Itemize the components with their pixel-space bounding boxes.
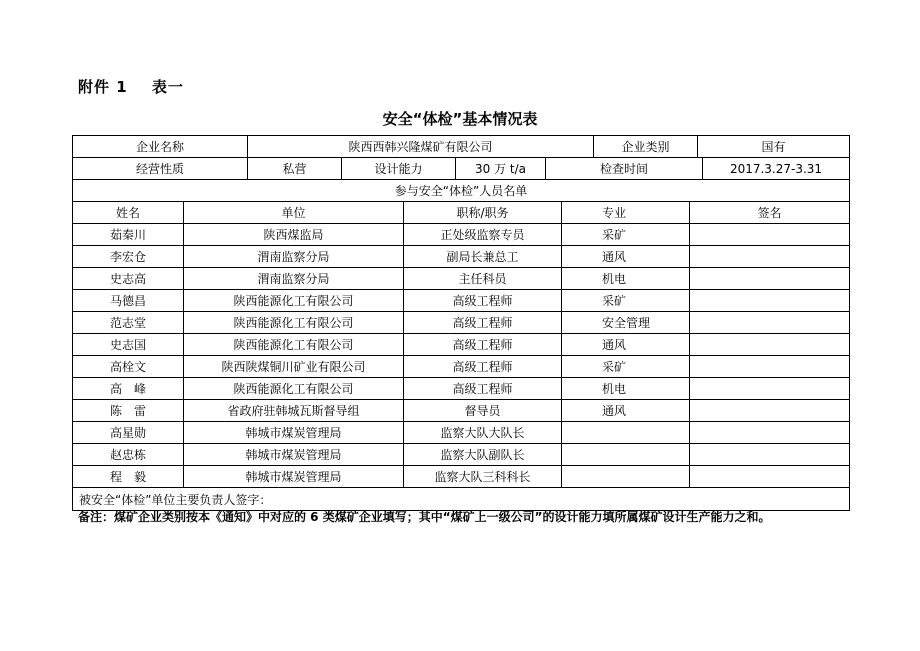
person-name: 高 峰 xyxy=(73,378,184,399)
table-row xyxy=(73,378,849,400)
person-specialty: 采矿 xyxy=(562,224,690,245)
person-title: 正处级监察专员 xyxy=(404,224,562,245)
personnel-section-title: 参与安全“体检”人员名单 xyxy=(394,184,528,198)
person-specialty xyxy=(562,422,690,443)
person-specialty: 机电 xyxy=(562,268,690,289)
person-unit: 省政府驻韩城瓦斯督导组 xyxy=(184,400,404,421)
column-header-signature: 签名 xyxy=(757,206,782,220)
table-row xyxy=(73,444,849,466)
personnel-header-row xyxy=(73,202,849,224)
person-title: 监察大队大队长 xyxy=(404,422,562,443)
person-specialty: 通风 xyxy=(562,334,690,355)
signature-row xyxy=(73,488,849,510)
person-specialty xyxy=(562,444,690,465)
design-capacity-value: 30 万 t/a xyxy=(456,158,546,179)
column-header-specialty: 专业 xyxy=(562,202,690,223)
person-signature xyxy=(690,356,849,377)
person-specialty: 安全管理 xyxy=(562,312,690,333)
person-unit: 渭南监察分局 xyxy=(184,246,404,267)
table-number: 表一 xyxy=(151,78,184,96)
table-row xyxy=(73,334,849,356)
person-title: 副局长兼总工 xyxy=(404,246,562,267)
business-nature-label: 经营性质 xyxy=(73,158,248,179)
person-name: 陈 雷 xyxy=(73,400,184,421)
person-name: 马德昌 xyxy=(73,290,184,311)
person-title: 监察大队副队长 xyxy=(404,444,562,465)
person-signature xyxy=(690,290,849,311)
table-row xyxy=(73,400,849,422)
section-title-row xyxy=(73,180,849,202)
page-title: 安全“体检”基本情况表 xyxy=(382,110,538,128)
person-title: 高级工程师 xyxy=(404,334,562,355)
person-title: 监察大队三科科长 xyxy=(404,466,562,487)
person-signature xyxy=(690,268,849,289)
attachment-label: 附件 1 xyxy=(78,78,128,96)
table-row xyxy=(73,466,849,488)
person-name: 高栓文 xyxy=(73,356,184,377)
design-capacity-label: 设计能力 xyxy=(342,158,456,179)
person-name: 程 毅 xyxy=(73,466,184,487)
person-unit: 韩城市煤炭管理局 xyxy=(184,444,404,465)
person-signature xyxy=(690,378,849,399)
person-name: 高星勋 xyxy=(73,422,184,443)
company-category-label: 企业类别 xyxy=(594,136,698,157)
table-row xyxy=(73,224,849,246)
person-title: 高级工程师 xyxy=(404,378,562,399)
table-row xyxy=(73,356,849,378)
person-unit: 韩城市煤炭管理局 xyxy=(184,466,404,487)
person-specialty: 采矿 xyxy=(562,356,690,377)
person-title: 高级工程师 xyxy=(404,356,562,377)
person-title: 督导员 xyxy=(404,400,562,421)
person-unit: 渭南监察分局 xyxy=(184,268,404,289)
column-header-title: 职称/职务 xyxy=(404,202,562,223)
person-unit: 韩城市煤炭管理局 xyxy=(184,422,404,443)
table-row xyxy=(73,246,849,268)
business-nature-value: 私营 xyxy=(248,158,342,179)
person-title: 主任科员 xyxy=(404,268,562,289)
person-unit: 陕西煤监局 xyxy=(184,224,404,245)
person-signature xyxy=(690,400,849,421)
company-name-label: 企业名称 xyxy=(73,136,248,157)
person-specialty: 机电 xyxy=(562,378,690,399)
table-row xyxy=(73,422,849,444)
person-name: 史志国 xyxy=(73,334,184,355)
table-row xyxy=(73,290,849,312)
inspection-time-label: 检查时间 xyxy=(546,158,703,179)
person-specialty xyxy=(562,466,690,487)
person-name: 范志堂 xyxy=(73,312,184,333)
person-specialty: 采矿 xyxy=(562,290,690,311)
person-signature xyxy=(690,444,849,465)
person-unit: 陕西能源化工有限公司 xyxy=(184,312,404,333)
person-name: 李宏仓 xyxy=(73,246,184,267)
person-signature xyxy=(690,334,849,355)
person-unit: 陕西陕煤铜川矿业有限公司 xyxy=(184,356,404,377)
person-name: 茹秦川 xyxy=(73,224,184,245)
person-title: 高级工程师 xyxy=(404,290,562,311)
table-row xyxy=(73,312,849,334)
info-table xyxy=(72,135,850,511)
company-row xyxy=(73,136,849,158)
column-header-unit: 单位 xyxy=(184,202,404,223)
person-signature xyxy=(690,422,849,443)
person-signature xyxy=(690,224,849,245)
person-unit: 陕西能源化工有限公司 xyxy=(184,290,404,311)
person-name: 赵忠栋 xyxy=(73,444,184,465)
footnote: 备注：煤矿企业类别按本《通知》中对应的 6 类煤矿企业填写；其中“煤矿上一级公司”的设计能力填所属煤矿设计生产能力之和。 xyxy=(78,510,771,524)
person-title: 高级工程师 xyxy=(404,312,562,333)
attachment-heading xyxy=(78,76,202,97)
operation-row xyxy=(73,158,849,180)
column-header-name: 姓名 xyxy=(73,202,184,223)
person-name: 史志高 xyxy=(73,268,184,289)
person-unit: 陕西能源化工有限公司 xyxy=(184,378,404,399)
inspection-time-value: 2017.3.27-3.31 xyxy=(729,161,823,176)
table-row xyxy=(73,268,849,290)
company-category-value: 国有 xyxy=(761,140,786,154)
person-signature xyxy=(690,312,849,333)
person-signature xyxy=(690,246,849,267)
signature-line: 被安全“体检”单位主要负责人签字： xyxy=(79,492,272,507)
person-specialty: 通风 xyxy=(562,246,690,267)
person-unit: 陕西能源化工有限公司 xyxy=(184,334,404,355)
person-signature xyxy=(690,466,849,487)
company-name-value: 陕西西韩兴隆煤矿有限公司 xyxy=(248,136,594,157)
person-specialty: 通风 xyxy=(562,400,690,421)
